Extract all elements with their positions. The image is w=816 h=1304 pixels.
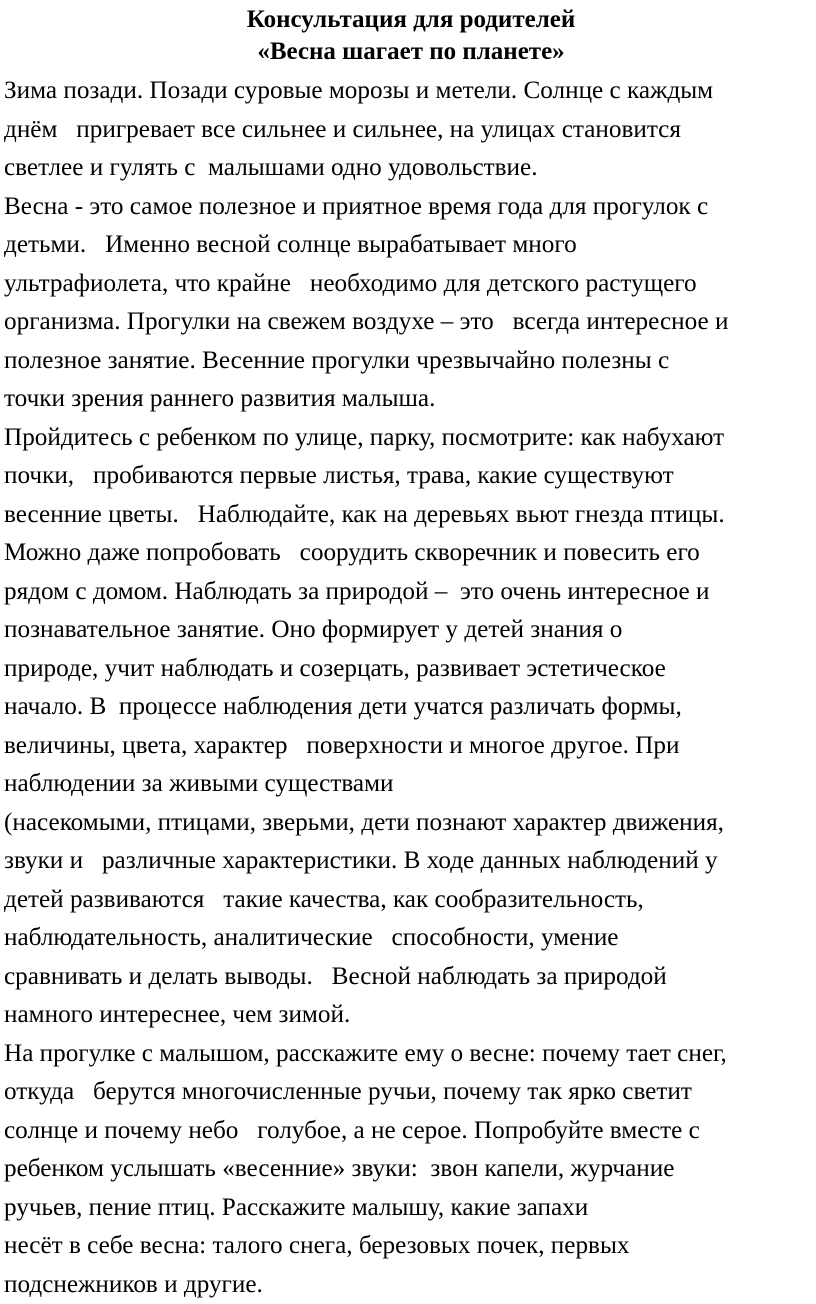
text-line: намного интереснее, чем зимой. bbox=[4, 996, 808, 1035]
text-line: ультрафиолета, что крайне необходимо для детского растущего bbox=[4, 265, 808, 304]
document-body bbox=[4, 72, 808, 1304]
text-line: точки зрения раннего развития малыша. bbox=[4, 380, 808, 419]
text-line: подснежников и другие. bbox=[4, 1266, 808, 1304]
text-line: начало. В процессе наблюдения дети учатся различать формы, bbox=[4, 688, 808, 727]
text-line: организма. Прогулки на свежем воздухе – это всегда интересное и bbox=[4, 303, 808, 342]
text-line: сравнивать и делать выводы. Весной наблюдать за природой bbox=[4, 958, 808, 997]
text-line: детьми. Именно весной солнце вырабатывает много bbox=[4, 226, 808, 265]
text-line: детей развиваются такие качества, как сообразительность, bbox=[4, 881, 808, 920]
text-line: познавательное занятие. Оно формирует у детей знания о bbox=[4, 611, 808, 650]
text-line: природе, учит наблюдать и созерцать, развивает эстетическое bbox=[4, 650, 808, 689]
text-line: (насекомыми, птицами, зверьми, дети познают характер движения, bbox=[4, 804, 808, 843]
text-line: весенние цветы. Наблюдайте, как на деревьях вьют гнезда птицы. bbox=[4, 496, 808, 535]
document-title-line-2: «Весна шагает по планете» bbox=[4, 36, 808, 68]
text-line: Зима позади. Позади суровые морозы и метели. Солнце с каждым bbox=[4, 72, 808, 111]
text-line: солнце и почему небо голубое, а не серое. Попробуйте вместе с bbox=[4, 1112, 808, 1151]
text-line: звуки и различные характеристики. В ходе данных наблюдений у bbox=[4, 842, 808, 881]
document-title-line-1: Консультация для родителей bbox=[4, 4, 808, 36]
text-line: величины, цвета, характер поверхности и многое другое. При bbox=[4, 727, 808, 766]
text-line: ребенком услышать «весенние» звуки: звон капели, журчание bbox=[4, 1150, 808, 1189]
text-line: наблюдении за живыми существами bbox=[4, 765, 808, 804]
text-line: днём пригревает все сильнее и сильнее, на улицах становится bbox=[4, 111, 808, 150]
text-line: Можно даже попробовать соорудить скворечник и повесить его bbox=[4, 534, 808, 573]
text-line: Пройдитесь с ребенком по улице, парку, посмотрите: как набухают bbox=[4, 419, 808, 458]
text-line: Весна - это самое полезное и приятное время года для прогулок с bbox=[4, 188, 808, 227]
text-line: несёт в себе весна: талого снега, березовых почек, первых bbox=[4, 1227, 808, 1266]
text-line: полезное занятие. Весенние прогулки чрезвычайно полезны с bbox=[4, 342, 808, 381]
text-line: почки, пробиваются первые листья, трава, какие существуют bbox=[4, 457, 808, 496]
text-line: откуда берутся многочисленные ручьи, почему так ярко светит bbox=[4, 1073, 808, 1112]
text-line: наблюдательность, аналитические способности, умение bbox=[4, 919, 808, 958]
text-line: На прогулке с малышом, расскажите ему о весне: почему тает снег, bbox=[4, 1035, 808, 1074]
text-line: рядом с домом. Наблюдать за природой – это очень интересное и bbox=[4, 573, 808, 612]
text-line: ручьев, пение птиц. Расскажите малышу, какие запахи bbox=[4, 1189, 808, 1228]
text-line: светлее и гулять с малышами одно удовольствие. bbox=[4, 149, 808, 188]
